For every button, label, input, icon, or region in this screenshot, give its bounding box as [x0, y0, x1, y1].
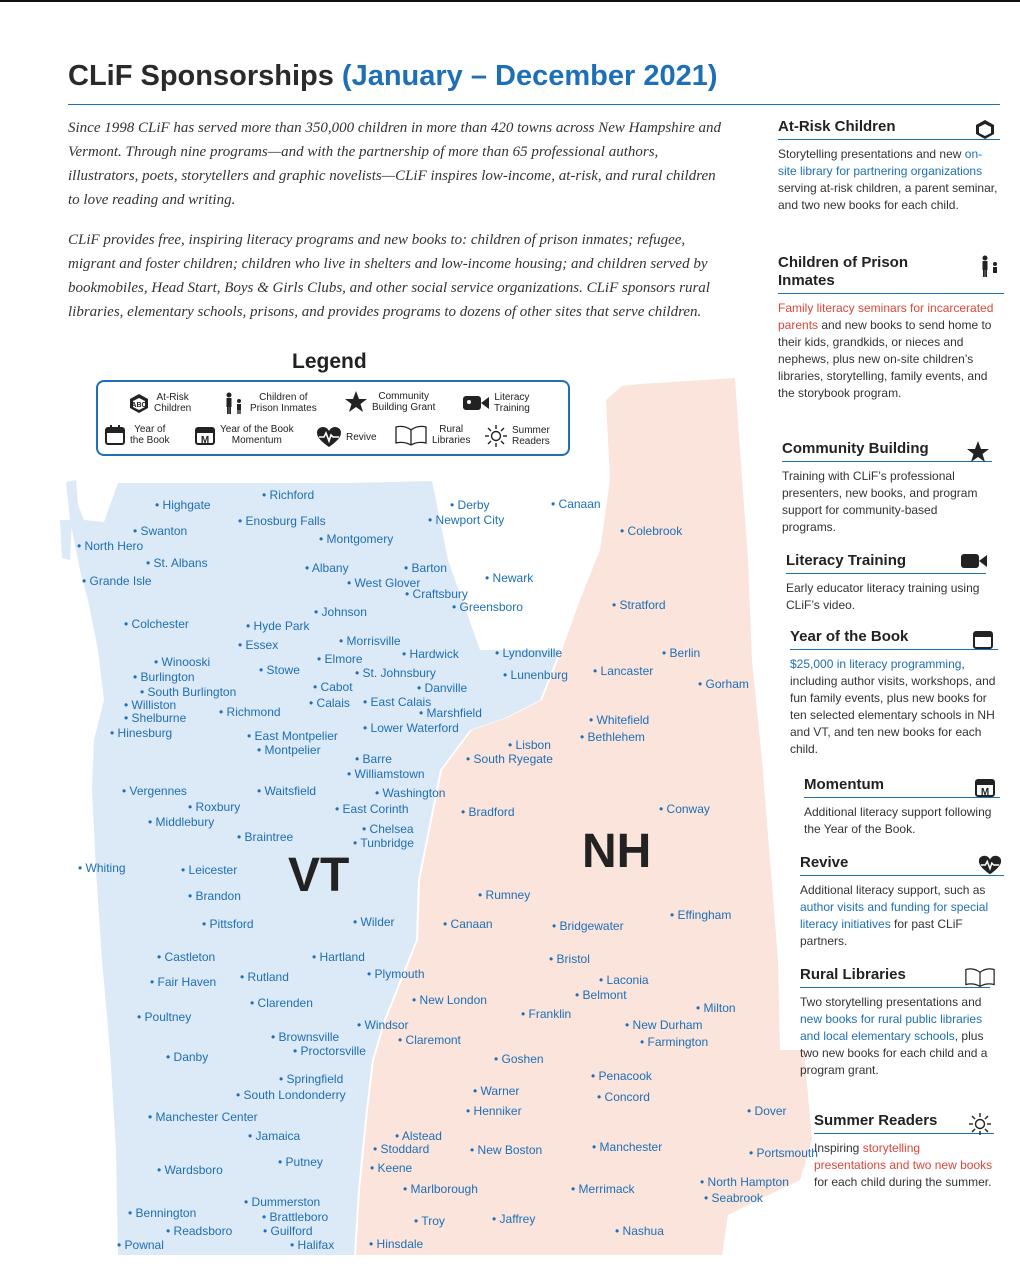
town-label: • Concord	[597, 1090, 650, 1104]
intro-paragraph-1: Since 1998 CLiF has served more than 350,000 children in more than 420 towns across New Hampshire and Vermont. Through nine programs—and with the partnership of more than 65 professional authors, illustrators, poets, storytellers and graphic novelists—CLiF inspires low-income, at-risk, and rural children to love reading and writing.	[68, 120, 722, 208]
town-label: • West Glover	[347, 576, 421, 590]
town-label: • Clarenden	[250, 996, 313, 1010]
program-description	[814, 1140, 994, 1191]
program-description	[800, 994, 990, 1079]
town-label: • Hartland	[312, 950, 365, 964]
town-label: • Newport City	[428, 513, 505, 527]
town-label: • Roxbury	[188, 800, 241, 814]
program-description	[782, 468, 992, 536]
town-label: • Seabrook	[704, 1191, 763, 1205]
children-of-prison-inmates-icon	[222, 392, 246, 414]
town-label: • Washington	[375, 786, 446, 800]
town-label: • Farmington	[640, 1035, 709, 1049]
town-label: • Dover	[747, 1104, 787, 1118]
town-label: • East Montpelier	[247, 729, 338, 743]
town-label: • Whitefield	[589, 713, 650, 727]
description-segment: Additional literacy support following the Year of the Book.	[804, 805, 992, 836]
legend-label: At-Risk	[156, 392, 189, 403]
program-rural-libraries-book	[800, 966, 990, 1079]
town-label: • Swanton	[133, 524, 188, 538]
town-label: • Jamaica	[248, 1129, 301, 1143]
description-segment: Two storytelling presentations and	[800, 995, 982, 1009]
town-label: • Bradford	[461, 805, 515, 819]
program-rule	[800, 875, 1004, 876]
legend-label: Children of	[259, 392, 308, 403]
town-label: • Milton	[696, 1001, 736, 1015]
description-segment: $25,000 in literacy programming	[790, 657, 962, 671]
town-label: • Lunenburg	[503, 668, 568, 682]
program-year-of-the-book-calendar	[790, 628, 998, 758]
town-label: • East Calais	[363, 695, 432, 709]
town-label: • New Durham	[625, 1018, 703, 1032]
community-building-star-icon	[966, 440, 990, 469]
town-label: • Proctorsville	[293, 1044, 366, 1058]
program-momentum-calendar	[804, 776, 1000, 838]
town-label: • Vergennes	[122, 784, 187, 798]
legend-label: Year of	[134, 424, 166, 435]
description-segment: serving at-risk children, a parent seminar, and two new books for each child.	[778, 181, 998, 212]
program-rule	[800, 987, 990, 988]
town-label: • Keene	[370, 1161, 413, 1175]
town-label: • Williston	[124, 698, 177, 712]
legend-item-community	[344, 390, 435, 414]
town-label: • Braintree	[237, 830, 294, 844]
town-label: • Burlington	[133, 670, 195, 684]
town-label: • Lisbon	[508, 738, 551, 752]
town-label: • Hardwick	[402, 647, 459, 661]
vermont-label: VT	[288, 849, 350, 902]
town-label: • Marlborough	[403, 1182, 478, 1196]
program-summer-readers-sun	[814, 1112, 994, 1191]
town-label: • Middlebury	[148, 815, 215, 829]
town-label: • Colebrook	[620, 524, 683, 538]
town-label: • Bridgewater	[552, 919, 624, 933]
program-description	[778, 146, 1000, 214]
town-label: • Waitsfield	[257, 784, 317, 798]
community-building-star-icon	[344, 390, 368, 414]
program-title: Year of the Book	[790, 628, 909, 645]
program-rule	[804, 797, 1000, 798]
legend-label: Training	[494, 403, 530, 414]
town-label: • Gorham	[698, 677, 749, 691]
town-label: • New Boston	[470, 1143, 543, 1157]
town-label: • Brattleboro	[262, 1210, 329, 1224]
town-label: • Lyndonville	[495, 646, 563, 660]
legend-item-summer	[484, 424, 550, 448]
town-label: • South Londonderry	[236, 1088, 346, 1102]
town-label: • Stowe	[259, 663, 300, 677]
town-label: • Manchester	[592, 1140, 663, 1154]
legend-label: Readers	[512, 436, 550, 447]
town-label: • Conway	[659, 802, 710, 816]
town-label: • Fair Haven	[150, 975, 217, 989]
program-description	[800, 882, 1004, 950]
town-label: • Cabot	[313, 680, 353, 694]
legend-label: Rural	[439, 424, 464, 435]
town-label: • Berlin	[662, 646, 701, 660]
legend-item-momentum	[194, 424, 294, 446]
legend-label: Summer	[512, 425, 550, 436]
town-label: • Highgate	[155, 498, 211, 512]
program-rule	[782, 461, 992, 462]
legend-label: Building Grant	[372, 402, 436, 413]
title-dates: (January – December 2021)	[341, 60, 718, 92]
program-at-risk-children	[778, 118, 1000, 214]
town-label: • Warner	[473, 1084, 520, 1098]
town-label: • Readsboro	[166, 1224, 233, 1238]
legend-item-literacy	[462, 392, 530, 414]
town-label: • Chelsea	[362, 822, 414, 836]
description-segment: Additional literacy support, such as	[800, 883, 986, 897]
program-description	[804, 804, 1000, 838]
legend-label: Prison Inmates	[250, 403, 317, 414]
children-of-prison-inmates-icon	[978, 254, 1002, 283]
town-label: • North Hero	[77, 539, 144, 553]
town-label: • Penacook	[591, 1069, 652, 1083]
momentum-calendar-icon	[974, 776, 996, 803]
town-label: • Newark	[485, 571, 534, 585]
program-revive-heart	[800, 854, 1004, 950]
town-label: • Grande Isle	[82, 574, 152, 588]
program-description	[786, 580, 986, 614]
description-segment: Storytelling presentations and new	[778, 147, 965, 161]
rural-libraries-book-icon	[394, 424, 428, 446]
town-label: • Albany	[305, 561, 349, 575]
title-rule	[68, 104, 1000, 105]
lake-champlain-islands	[60, 520, 72, 560]
program-community-building-star	[782, 440, 992, 536]
town-label: • Franklin	[521, 1007, 572, 1021]
town-label: • St. Albans	[146, 556, 208, 570]
town-label: • Stratford	[612, 598, 666, 612]
town-label: • Enosburg Falls	[238, 514, 326, 528]
town-label: • Nashua	[615, 1224, 664, 1238]
intro-paragraph-2: CLiF provides free, inspiring literacy programs and new books to: children of prison inmates; refugee, migrant and foster children; children who live in shelters and low-income housing; and children served by bookmobiles, Head Start, Boys & Girls Clubs, and other social service organizations. CLiF sponsors rural libraries, elementary schools, prisons, and provides programs to dozens of other sites that serve children.	[68, 232, 710, 320]
program-title: Literacy Training	[786, 552, 907, 569]
town-label: • Claremont	[398, 1033, 461, 1047]
literacy-training-camera-icon	[462, 394, 490, 412]
town-label: • Williamstown	[347, 767, 425, 781]
svg-text:ABC: ABC	[131, 402, 147, 409]
town-label: • Jaffrey	[492, 1212, 536, 1226]
town-label: • Windsor	[357, 1018, 409, 1032]
page-title	[68, 60, 718, 93]
town-label: • Danby	[166, 1050, 209, 1064]
at-risk-children-icon	[128, 392, 150, 414]
town-label: • Stoddard	[373, 1142, 430, 1156]
program-children-of-prison-inmates	[778, 254, 1004, 402]
summer-readers-sun-icon	[484, 424, 508, 448]
town-label: • Johnson	[314, 605, 367, 619]
program-rule	[790, 649, 998, 650]
town-label: • Castleton	[157, 950, 216, 964]
summer-readers-sun-icon	[968, 1112, 992, 1141]
town-label: • Merrimack	[571, 1182, 635, 1196]
town-label: • Henniker	[466, 1104, 522, 1118]
town-label: • North Hampton	[700, 1175, 789, 1189]
town-label: • Danville	[417, 681, 468, 695]
town-label: • Leicester	[181, 863, 238, 877]
program-rule	[814, 1133, 994, 1134]
new-hampshire-label: NH	[582, 825, 652, 878]
town-label: • Craftsbury	[405, 587, 468, 601]
description-segment: Training with CLiF’s professional presenters, new books, and program support for community-based programs.	[782, 469, 978, 534]
description-segment: and new books to send home to their kids, grandkids, or nieces and nephews, plus new on-site children’s libraries, storytelling, family events, and the storybook program.	[778, 318, 992, 400]
description-segment: for past CLiF partners.	[800, 917, 963, 948]
momentum-calendar-icon	[194, 424, 216, 446]
town-label: • Bennington	[128, 1206, 197, 1220]
description-segment: , including author visits, workshops, and fun family events, plus new books for ten selected elementary schools in NH and VT, and ten new books for each child.	[790, 657, 996, 756]
legend-label: the Book	[130, 435, 170, 446]
town-label: • Effingham	[670, 908, 732, 922]
town-label: • Guilford	[263, 1224, 313, 1238]
town-label: • Winooski	[154, 655, 211, 669]
town-label: • Richford	[262, 488, 315, 502]
description-segment: author visits and funding for special literacy initiatives	[800, 900, 989, 931]
legend-label: Literacy	[494, 392, 530, 403]
town-label: • Essex	[238, 638, 279, 652]
town-label: • Calais	[309, 696, 350, 710]
legend-item-at-risk	[128, 392, 191, 414]
town-label: • Colchester	[124, 617, 189, 631]
legend-label: Community	[378, 391, 429, 402]
legend-label: Children	[154, 403, 192, 414]
town-label: • Dummerston	[244, 1195, 321, 1209]
town-label: • Tunbridge	[353, 836, 414, 850]
town-label: • Alstead	[395, 1129, 442, 1143]
town-label: • Wilder	[353, 915, 395, 929]
revive-heart-icon	[316, 426, 342, 448]
program-title: Momentum	[804, 776, 884, 793]
description-segment: for each child during the summer.	[814, 1175, 992, 1189]
town-label: • Springfield	[279, 1072, 344, 1086]
town-label: • Belmont	[575, 988, 627, 1002]
program-title: Children of Prison Inmates	[778, 254, 909, 289]
legend-box	[96, 380, 570, 456]
year-of-the-book-calendar-icon	[104, 424, 126, 446]
legend-label: Libraries	[432, 435, 471, 446]
town-label: • Putney	[278, 1155, 323, 1169]
town-label: • Hinesburg	[110, 726, 173, 740]
town-label: • Bristol	[549, 952, 590, 966]
title-main: CLiF Sponsorships	[68, 60, 342, 92]
town-label: • Halifax	[290, 1238, 335, 1252]
town-label: • Pittsford	[202, 917, 254, 931]
town-label: • Rumney	[478, 888, 531, 902]
town-label: • Barre	[355, 752, 392, 766]
program-title: Rural Libraries	[800, 966, 906, 983]
town-label: • Wardsboro	[157, 1163, 223, 1177]
town-label: • Morrisville	[339, 634, 401, 648]
town-label: • Rutland	[240, 970, 289, 984]
town-label: • Laconia	[599, 973, 649, 987]
town-label: • Marshfield	[419, 706, 482, 720]
description-segment: Inspiring	[814, 1141, 863, 1155]
town-label: • Shelburne	[124, 711, 187, 725]
program-description	[778, 300, 1004, 402]
town-label: • Whiting	[78, 861, 126, 875]
town-label: • Bethlehem	[580, 730, 645, 744]
program-rule	[778, 139, 1000, 140]
svg-text:M: M	[200, 435, 210, 446]
town-label: • Hinsdale	[369, 1237, 424, 1251]
town-label: • Portsmouth	[749, 1146, 818, 1160]
svg-text:M: M	[980, 787, 990, 798]
town-label: • Elmore	[317, 652, 363, 666]
town-label: • South Ryegate	[466, 752, 553, 766]
description-segment: Family literacy seminars for incarcerated parents	[778, 301, 994, 332]
description-segment: Early educator literacy training using CLiF’s video.	[786, 581, 980, 612]
town-label: • Montpelier	[257, 743, 321, 757]
description-segment: , plus two new books for each child and a program grant.	[800, 1029, 988, 1077]
legend-label: Momentum	[231, 435, 282, 446]
town-label: • Lower Waterford	[363, 721, 459, 735]
town-label: • Canaan	[443, 917, 493, 931]
town-label: • Lancaster	[593, 664, 654, 678]
town-label: • Goshen	[494, 1052, 544, 1066]
town-label: • New London	[412, 993, 487, 1007]
program-title: Summer Readers	[814, 1112, 938, 1129]
town-label: • Pownal	[117, 1238, 164, 1252]
program-literacy-training-camera	[786, 552, 986, 614]
legend-title: Legend	[292, 350, 367, 373]
program-title: Revive	[800, 854, 849, 871]
town-label: • Richmond	[219, 705, 281, 719]
town-label: • Brownsville	[271, 1030, 340, 1044]
town-label: • Greensboro	[452, 600, 523, 614]
top-border	[0, 0, 1020, 2]
town-label: • Manchester Center	[148, 1110, 258, 1124]
legend-label: Year of the Book	[220, 424, 294, 435]
town-label: • Troy	[414, 1214, 445, 1228]
legend-label: Revive	[346, 431, 377, 443]
town-label: • Canaan	[551, 497, 601, 511]
town-label: • East Corinth	[335, 802, 409, 816]
town-label: • St. Johnsbury	[355, 666, 436, 680]
year-of-the-book-calendar-icon	[972, 628, 994, 655]
legend-item-yotb	[104, 424, 169, 446]
town-label: • Brandon	[188, 889, 241, 903]
description-segment: on-site library for partnering organizations	[778, 147, 983, 178]
town-label: • Plymouth	[367, 967, 425, 981]
town-label: • Montgomery	[319, 532, 394, 546]
revive-heart-icon	[978, 854, 1002, 881]
town-label: • Hyde Park	[246, 619, 310, 633]
program-description	[790, 656, 998, 758]
at-risk-children-icon	[974, 118, 996, 145]
town-label: • Barton	[404, 561, 447, 575]
legend-item-rural	[394, 424, 470, 446]
rural-libraries-book-icon	[964, 966, 996, 993]
program-rule	[778, 293, 1004, 294]
literacy-training-camera-icon	[960, 552, 988, 575]
program-title: At-Risk Children	[778, 118, 896, 135]
legend-item-revive	[316, 426, 377, 448]
town-label: • South Burlington	[140, 685, 237, 699]
legend-item-prison	[222, 392, 317, 414]
program-rule	[786, 573, 986, 574]
town-label: • Derby	[450, 498, 490, 512]
description-segment: storytelling presentations and two new books	[814, 1141, 993, 1172]
program-title: Community Building	[782, 440, 929, 457]
description-segment: new books for rural public libraries and local elementary schools	[800, 1012, 983, 1043]
town-label: • Poultney	[137, 1010, 192, 1024]
